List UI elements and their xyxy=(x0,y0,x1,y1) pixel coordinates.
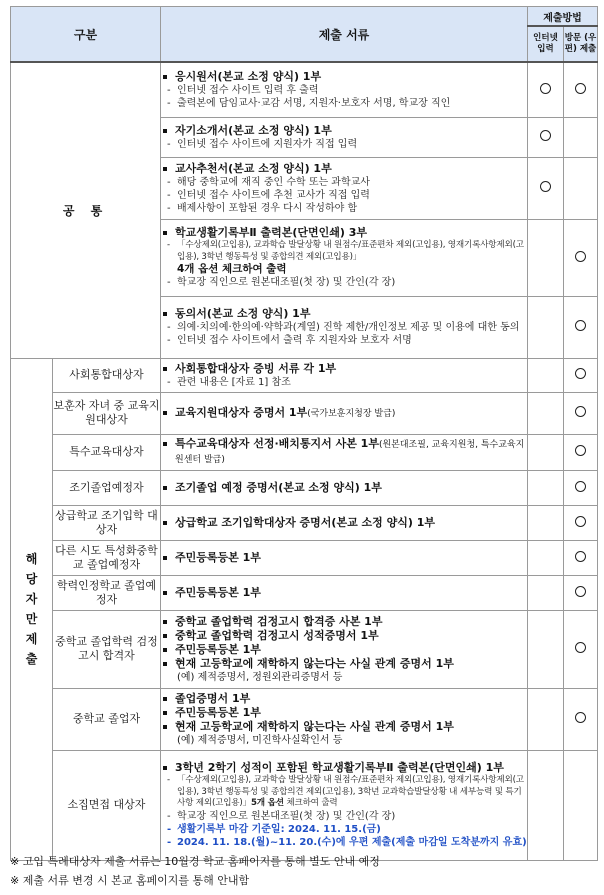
circle-icon xyxy=(575,642,586,653)
doc-social-integration: 사회통합대상자 증빙 서류 각 1부 - 관련 내용은 [자료 1] 참조 xyxy=(161,358,528,392)
visit-mark xyxy=(564,392,598,434)
category-early-graduation: 조기졸업예정자 xyxy=(53,470,161,505)
doc-early-graduation: 조기졸업 예정 증명서(본교 소정 양식) 1부 xyxy=(161,470,528,505)
doc-veterans: 교육지원대상자 증명서 1부(국가보훈지청장 발급) xyxy=(161,392,528,434)
category-veterans: 보훈자 자녀 중 교육지원대상자 xyxy=(53,392,161,434)
doc-other-region: 주민등록등본 1부 xyxy=(161,540,528,575)
header-category: 구분 xyxy=(11,7,161,63)
visit-mark xyxy=(564,358,598,392)
doc-interview: 3학년 2학기 성적이 포함된 학교생활기록부Ⅱ 출력본(단면인쇄) 1부 - 「수상제외(고입용), 교과학습 발달상황 내 원점수/표준편차 제외(고입용), 영재기록사항제외(고입용), 3학년 행동특성 및 종합의견 제외(고입용), 3학년 교과학습발달상황 내 세부능력 및 특기사항 제외(고입용)」5개 옵션 체크하여 출력 - 학교장 직인으로 원본대조필(첫 장) 및 간인(각 장) - 생활기록부 마감 기준일: 2024. 11. 15.(금) - 2024. 11. 18.(월)~11. 20.(수)에 우편 제출(제출 마감일 도착분까지 유효) xyxy=(161,750,528,860)
applicable-group-label: 해 당 자 만 제 출 xyxy=(11,358,53,860)
visit-mark-empty xyxy=(564,157,598,219)
category-graduate: 중학교 졸업자 xyxy=(53,688,161,750)
submission-documents-table xyxy=(10,6,598,861)
footer-note-2: ※ 제출 서류 변경 시 본교 홈페이지를 통해 안내함 xyxy=(10,874,250,887)
category-accredited-school: 학력인정학교 졸업예정자 xyxy=(53,575,161,610)
header-online: 인터넷 입력 xyxy=(528,26,564,62)
doc-early-admission: 상급학교 조기입학대상자 증명서(본교 소정 양식) 1부 xyxy=(161,505,528,540)
category-early-admission: 상급학교 조기입학 대상자 xyxy=(53,505,161,540)
header-documents: 제출 서류 xyxy=(161,7,528,63)
visit-mark xyxy=(564,470,598,505)
circle-icon xyxy=(540,83,551,94)
visit-mark xyxy=(564,62,598,117)
circle-icon xyxy=(575,251,586,262)
common-doc-1: 응시원서(본교 소정 양식) 1부 - 인터넷 접수 사이트 입력 후 출력 - 출력본에 담임교사·교감 서명, 지원자·보호자 서명, 학교장 직인 xyxy=(161,62,528,117)
circle-icon xyxy=(575,551,586,562)
visit-mark xyxy=(564,688,598,750)
visit-mark xyxy=(564,505,598,540)
online-mark xyxy=(528,157,564,219)
category-ged: 중학교 졸업학력 검정고시 합격자 xyxy=(53,610,161,688)
doc-ged: 중학교 졸업학력 검정고시 합격증 사본 1부 중학교 졸업학력 검정고시 성적증명서 1부 주민등록등본 1부 현재 고등학교에 재학하지 않는다는 사실 관계 증명서 1부 (예) 제적증명서, 정원외관리증명서 등 xyxy=(161,610,528,688)
visit-mark xyxy=(564,434,598,470)
circle-icon xyxy=(575,368,586,379)
circle-icon xyxy=(575,406,586,417)
online-mark xyxy=(528,62,564,117)
circle-icon xyxy=(575,586,586,597)
category-social-integration: 사회통합대상자 xyxy=(53,358,161,392)
common-doc-4: 학교생활기록부Ⅱ 출력본(단면인쇄) 3부 - 「수상제외(고입용), 교과학습 발달상황 내 원점수/표준편차 제외(고입용), 영재기록사항제외(고입용), 3학년 행동특성 및 종합의견 제외(고입용)」 4개 옵션 체크하여 출력 - 학교장 직인으로 원본대조필(첫 장) 및 간인(각 장) xyxy=(161,219,528,296)
category-interview: 소집면접 대상자 xyxy=(53,750,161,860)
category-other-region: 다른 시도 특성화중학교 졸업예정자 xyxy=(53,540,161,575)
visit-mark xyxy=(564,540,598,575)
category-special-education: 특수교육대상자 xyxy=(53,434,161,470)
visit-mark xyxy=(564,296,598,358)
common-group-label: 공 통 xyxy=(11,62,161,358)
visit-mark xyxy=(564,575,598,610)
doc-special-education: 특수교육대상자 선정·배치통지서 사본 1부(원본대조필, 교육지원청, 특수교육지원센터 발급) xyxy=(161,434,528,470)
doc-accredited-school: 주민등록등본 1부 xyxy=(161,575,528,610)
common-doc-3: 교사추천서(본교 소정 양식) 1부 - 해당 중학교에 재직 중인 수학 또는 과학교사 - 인터넷 접수 사이트에 추천 교사가 직접 입력 - 배제사항이 포함된 경우 다시 작성하야 함 xyxy=(161,157,528,219)
circle-icon xyxy=(575,516,586,527)
doc-graduate: 졸업증명서 1부 주민등록등본 1부 현재 고등학교에 재학하지 않는다는 사실 관계 증명서 1부 (예) 제적증명서, 미진학사실확인서 등 xyxy=(161,688,528,750)
visit-mark xyxy=(564,219,598,296)
visit-mark xyxy=(564,610,598,688)
online-mark xyxy=(528,117,564,157)
online-mark-empty xyxy=(528,219,564,296)
circle-icon xyxy=(575,445,586,456)
footer-notes xyxy=(10,852,380,890)
visit-mark-empty xyxy=(564,117,598,157)
circle-icon xyxy=(575,83,586,94)
header-visit: 방문 (우편) 제출 xyxy=(564,26,598,62)
circle-icon xyxy=(540,130,551,141)
circle-icon xyxy=(540,181,551,192)
header-method: 제출방법 xyxy=(528,7,598,27)
circle-icon xyxy=(575,712,586,723)
footer-note-1: ※ 고입 특례대상자 제출 서류는 10월경 학교 홈페이지를 통해 별도 안내 예정 xyxy=(10,855,380,868)
online-mark-empty xyxy=(528,296,564,358)
circle-icon xyxy=(575,481,586,492)
circle-icon xyxy=(575,320,586,331)
common-doc-5: 동의서(본교 소정 양식) 1부 - 의예·치의예·한의예·약학과(계열) 진학 제한/개인정보 제공 및 이용에 대한 동의 - 인터넷 접수 사이트에서 출력 후 지원자와 보호자 서명 xyxy=(161,296,528,358)
common-doc-2: 자기소개서(본교 소정 양식) 1부 - 인터넷 접수 사이트에 지원자가 직접 입력 xyxy=(161,117,528,157)
